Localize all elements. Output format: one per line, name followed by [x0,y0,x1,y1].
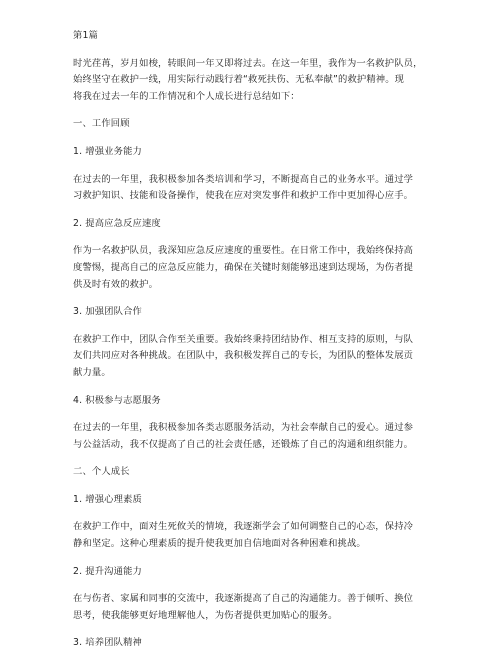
body-line: 思考，使我能够更好地理解他人，为伤者提供更加贴心的服务。 [73,609,338,621]
body-line: 静和坚定。这种心理素质的提升使我更加自信地面对各种困难和挑战。 [73,538,366,550]
section-heading-personal-growth: 二、个人成长 [73,466,130,478]
body-line: 习救护知识、技能和设备操作，使我在应对突发事件和救护工作中更加得心应手。 [73,190,414,202]
subheading-communication: 2. 提升沟通能力 [73,565,142,577]
paragraph-teamwork [73,332,433,382]
subheading-team-spirit: 3. 培养团队精神 [73,637,142,649]
paragraph-business-ability [73,172,433,205]
body-line: 献力量。 [73,366,111,378]
paragraph-emergency-response [73,243,433,293]
paragraph-volunteer [73,420,433,453]
body-line: 与公益活动，我不仅提高了自己的社会责任感，还锻炼了自己的沟通和组织能力。 [73,438,414,450]
intro-paragraph [73,56,433,106]
subheading-volunteer: 4. 积极参与志愿服务 [73,394,161,406]
body-line: 友们共同应对各种挑战。在团队中，我积极发挥自己的专长，为团队的整体发展贡 [73,350,414,362]
paragraph-psychological [73,519,433,552]
intro-line: 时光荏苒，岁月如梭，转眼间一年又即将过去。在这一年里，我作为一名救护队员， [73,57,423,69]
body-line: 在与伤者、家属和同事的交流中，我逐渐提高了自己的沟通能力。善于倾听、换位 [73,593,414,605]
document-page [73,28,433,652]
paragraph-communication [73,591,433,624]
body-line: 在救护工作中，面对生死攸关的情境，我逐渐学会了如何调整自己的心态，保持冷 [73,521,414,533]
section-heading-work-review: 一、工作回顾 [73,118,130,130]
part-title: 第1篇 [73,30,98,41]
intro-line: 始终坚守在救护一线，用实际行动践行着“救死扶伤、无私奉献”的救护精神。现 [73,74,405,86]
body-line: 供及时有效的救护。 [73,278,159,290]
subheading-psychological: 1. 增强心理素质 [73,493,142,505]
subheading-teamwork: 3. 加强团队合作 [73,306,142,318]
subheading-emergency-response: 2. 提高应急反应速度 [73,217,161,229]
body-line: 度警惕，提高自己的应急反应能力，确保在关键时刻能够迅速到达现场，为伤者提 [73,261,414,273]
body-line: 在救护工作中，团队合作至关重要。我始终秉持团结协作、相互支持的原则，与队 [73,333,414,345]
body-line: 在过去的一年里，我积极参加各类志愿服务活动，为社会奉献自己的爱心。通过参 [73,422,414,434]
subheading-business-ability: 1. 增强业务能力 [73,145,142,157]
body-line: 作为一名救护队员，我深知应急反应速度的重要性。在日常工作中，我始终保持高 [73,245,414,257]
intro-line: 将我在过去一年的工作情况和个人成长进行总结如下： [73,90,300,102]
body-line: 在过去的一年里，我积极参加各类培训和学习，不断提高自己的业务水平。通过学 [73,173,414,185]
